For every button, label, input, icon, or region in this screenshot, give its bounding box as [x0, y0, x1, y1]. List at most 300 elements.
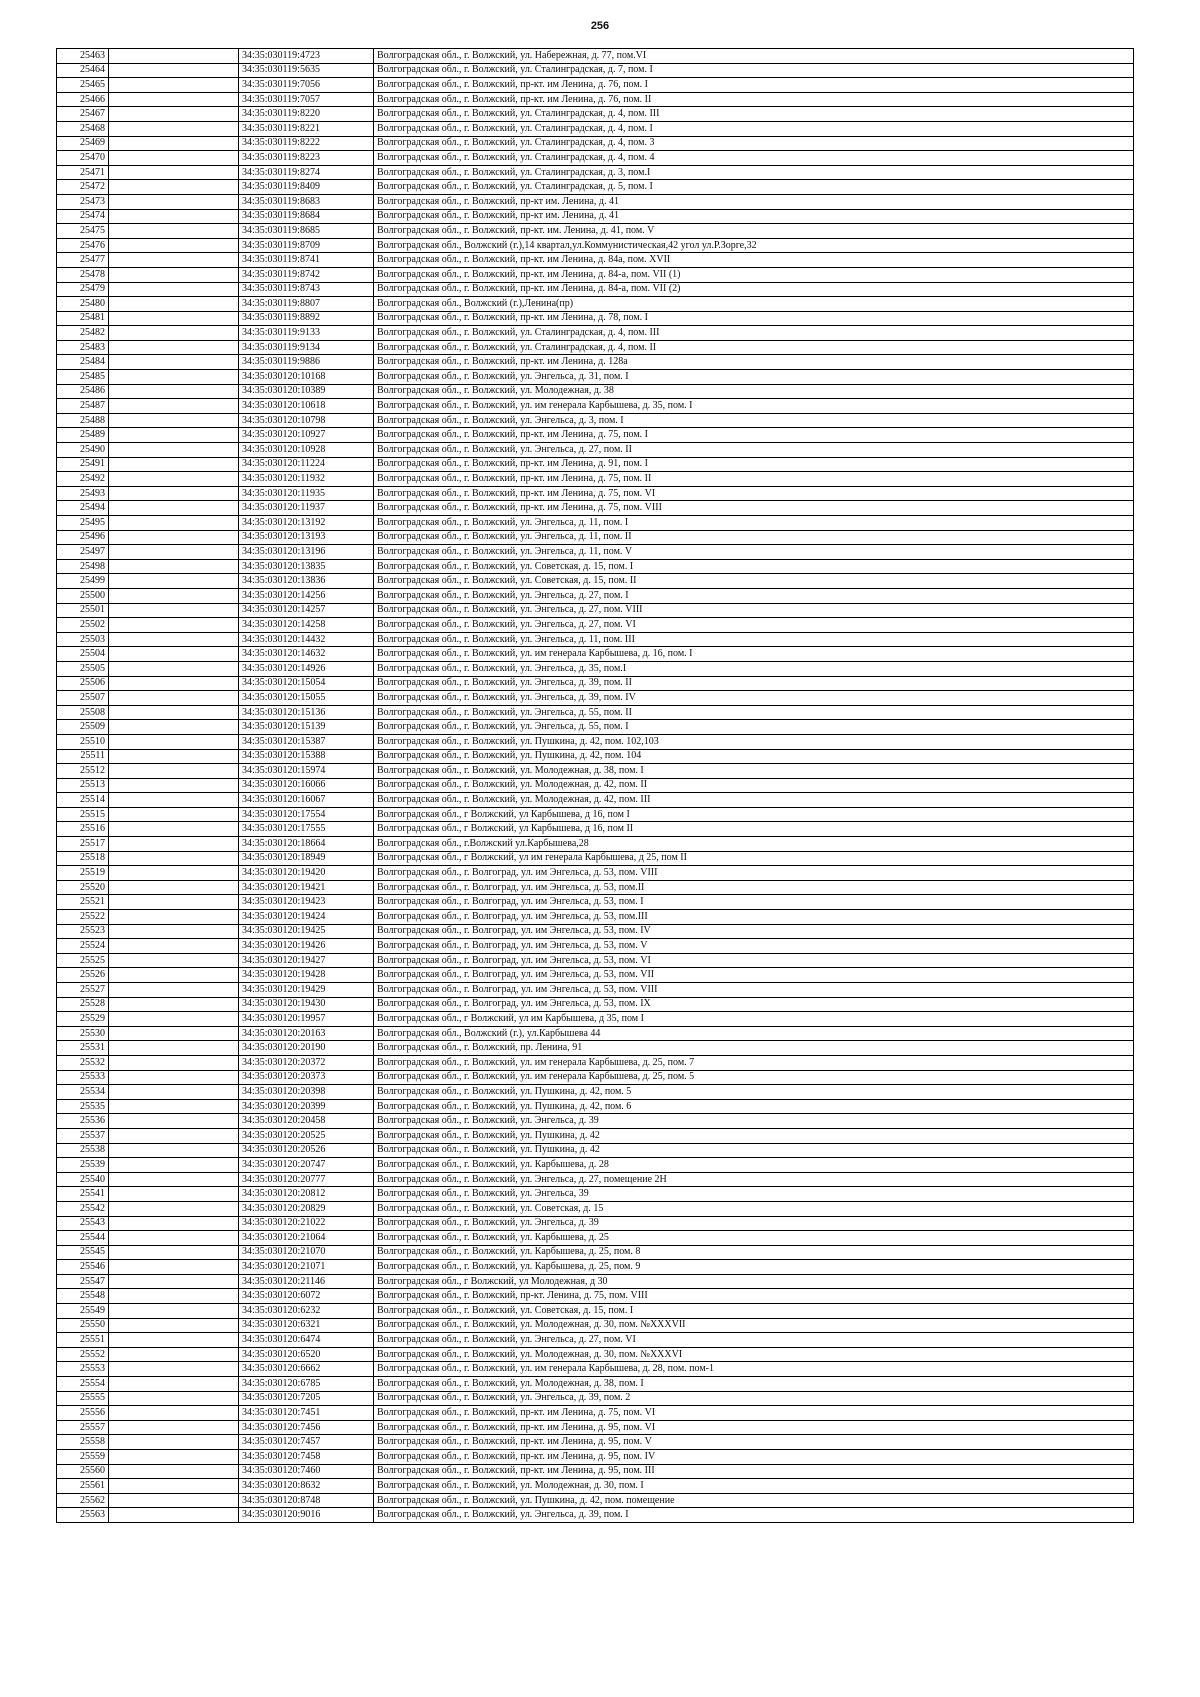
table-row [57, 910, 1134, 925]
table-row [57, 603, 1134, 618]
row-number-cell: 25468 [57, 121, 109, 136]
row-number-cell: 25517 [57, 837, 109, 852]
blank-cell [109, 1128, 239, 1143]
row-number-cell: 25486 [57, 384, 109, 399]
address-cell: Волгоградская обл., г. Волжский, пр-кт. им Ленина, д. 76, пом. II [374, 92, 1134, 107]
cadastral-number-cell: 34:35:030120:11932 [239, 472, 374, 487]
cadastral-number-cell: 34:35:030120:19430 [239, 997, 374, 1012]
blank-cell [109, 1304, 239, 1319]
row-number-cell: 25533 [57, 1070, 109, 1085]
address-cell: Волгоградская обл., г. Волжский, ул. Пушкина, д. 42, пом. 104 [374, 749, 1134, 764]
row-number-cell: 25544 [57, 1231, 109, 1246]
row-number-cell: 25476 [57, 238, 109, 253]
address-cell: Волгоградская обл., г. Волжский, ул. Сталинградская, д. 5, пом. I [374, 180, 1134, 195]
cadastral-number-cell: 34:35:030120:10389 [239, 384, 374, 399]
blank-cell [109, 603, 239, 618]
address-cell: Волгоградская обл., г. Волжский, ул. Карбышева, д. 25, пом. 9 [374, 1260, 1134, 1275]
row-number-cell: 25547 [57, 1274, 109, 1289]
blank-cell [109, 1026, 239, 1041]
row-number-cell: 25523 [57, 924, 109, 939]
cadastral-number-cell: 34:35:030119:8409 [239, 180, 374, 195]
blank-cell [109, 370, 239, 385]
address-cell: Волгоградская обл., г. Волжский, ул. Молодежная, д. 38, пом. I [374, 1377, 1134, 1392]
table-row [57, 1289, 1134, 1304]
table-row [57, 1158, 1134, 1173]
address-cell: Волгоградская обл., г. Волжский, ул. им генерала Карбышева, д. 16, пом. I [374, 647, 1134, 662]
cadastral-number-cell: 34:35:030120:19428 [239, 968, 374, 983]
address-cell: Волгоградская обл., г Волжский, ул Молодежная, д 30 [374, 1274, 1134, 1289]
row-number-cell: 25516 [57, 822, 109, 837]
table-row [57, 1479, 1134, 1494]
row-number-cell: 25507 [57, 691, 109, 706]
row-number-cell: 25487 [57, 399, 109, 414]
row-number-cell: 25542 [57, 1201, 109, 1216]
table-row [57, 151, 1134, 166]
row-number-cell: 25473 [57, 194, 109, 209]
table-row [57, 78, 1134, 93]
table-row [57, 661, 1134, 676]
blank-cell [109, 968, 239, 983]
cadastral-number-cell: 34:35:030120:19957 [239, 1012, 374, 1027]
row-number-cell: 25554 [57, 1377, 109, 1392]
row-number-cell: 25526 [57, 968, 109, 983]
cadastral-number-cell: 34:35:030119:7056 [239, 78, 374, 93]
cadastral-number-cell: 34:35:030120:20458 [239, 1114, 374, 1129]
cadastral-number-cell: 34:35:030119:8221 [239, 121, 374, 136]
address-cell: Волгоградская обл., г. Волжский, пр-кт. им Ленина, д. 128а [374, 355, 1134, 370]
table-row [57, 297, 1134, 312]
row-number-cell: 25538 [57, 1143, 109, 1158]
address-cell: Волгоградская обл., г. Волжский, ул. Энгельса, 39 [374, 1187, 1134, 1202]
address-cell: Волгоградская обл., г. Волжский, ул. Пушкина, д. 42 [374, 1128, 1134, 1143]
table-row [57, 1055, 1134, 1070]
cadastral-number-cell: 34:35:030119:8223 [239, 151, 374, 166]
table-row [57, 1026, 1134, 1041]
address-cell: Волгоградская обл., г. Волжский, ул. Энгельса, д. 39 [374, 1216, 1134, 1231]
cadastral-number-cell: 34:35:030120:14257 [239, 603, 374, 618]
blank-cell [109, 1260, 239, 1275]
cadastral-number-cell: 34:35:030120:6785 [239, 1377, 374, 1392]
cadastral-number-cell: 34:35:030120:11224 [239, 457, 374, 472]
row-number-cell: 25494 [57, 501, 109, 516]
table-row [57, 559, 1134, 574]
table-row [57, 399, 1134, 414]
row-number-cell: 25531 [57, 1041, 109, 1056]
cadastral-number-cell: 34:35:030120:8632 [239, 1479, 374, 1494]
row-number-cell: 25465 [57, 78, 109, 93]
cadastral-number-cell: 34:35:030120:10928 [239, 443, 374, 458]
cadastral-number-cell: 34:35:030120:10618 [239, 399, 374, 414]
table-row [57, 924, 1134, 939]
address-cell: Волгоградская обл., г. Волгоград, ул. им Энгельса, д. 53, пом. V [374, 939, 1134, 954]
cadastral-number-cell: 34:35:030119:8892 [239, 311, 374, 326]
table-row [57, 1274, 1134, 1289]
address-cell: Волгоградская обл., г. Волжский, ул. Молодежная, д. 42, пом. II [374, 778, 1134, 793]
row-number-cell: 25529 [57, 1012, 109, 1027]
address-cell: Волгоградская обл., г. Волгоград, ул. им Энгельса, д. 53, пом. VIII [374, 866, 1134, 881]
blank-cell [109, 545, 239, 560]
cadastral-number-cell: 34:35:030120:20398 [239, 1085, 374, 1100]
cadastral-number-cell: 34:35:030120:13196 [239, 545, 374, 560]
address-cell: Волгоградская обл., г. Волжский, пр-кт. им Ленина, д. 84а, пом. XVII [374, 253, 1134, 268]
blank-cell [109, 355, 239, 370]
address-cell: Волгоградская обл., г. Волжский, пр-кт. им Ленина, д. 75, пом. VI [374, 486, 1134, 501]
table-row [57, 1435, 1134, 1450]
address-cell: Волгоградская обл., г. Волжский, ул. Энгельса, д. 39, пом. IV [374, 691, 1134, 706]
table-row [57, 749, 1134, 764]
row-number-cell: 25508 [57, 705, 109, 720]
cadastral-number-cell: 34:35:030120:6232 [239, 1304, 374, 1319]
table-row [57, 866, 1134, 881]
row-number-cell: 25464 [57, 63, 109, 78]
table-row [57, 165, 1134, 180]
cadastral-number-cell: 34:35:030120:15387 [239, 734, 374, 749]
table-row [57, 384, 1134, 399]
row-number-cell: 25528 [57, 997, 109, 1012]
address-cell: Волгоградская обл., г. Волжский, пр-кт. им Ленина, д. 75, пом. VIII [374, 501, 1134, 516]
blank-cell [109, 1055, 239, 1070]
cadastral-number-cell: 34:35:030120:19424 [239, 910, 374, 925]
blank-cell [109, 1172, 239, 1187]
address-cell: Волгоградская обл., г. Волжский, ул. Энгельса, д. 39 [374, 1114, 1134, 1129]
blank-cell [109, 1347, 239, 1362]
cadastral-number-cell: 34:35:030120:20373 [239, 1070, 374, 1085]
blank-cell [109, 983, 239, 998]
address-cell: Волгоградская обл., г. Волжский, ул. Сталинградская, д. 7, пом. I [374, 63, 1134, 78]
blank-cell [109, 1391, 239, 1406]
table-row [57, 1201, 1134, 1216]
blank-cell [109, 282, 239, 297]
blank-cell [109, 1231, 239, 1246]
table-row [57, 340, 1134, 355]
cadastral-number-cell: 34:35:030120:20525 [239, 1128, 374, 1143]
blank-cell [109, 676, 239, 691]
cadastral-number-cell: 34:35:030120:16066 [239, 778, 374, 793]
table-row [57, 486, 1134, 501]
blank-cell [109, 326, 239, 341]
table-row [57, 997, 1134, 1012]
blank-cell [109, 705, 239, 720]
row-number-cell: 25480 [57, 297, 109, 312]
table-row [57, 530, 1134, 545]
address-cell: Волгоградская обл., г. Волжский, ул. Сталинградская, д. 4, пом. 3 [374, 136, 1134, 151]
blank-cell [109, 632, 239, 647]
blank-cell [109, 1289, 239, 1304]
table-row [57, 764, 1134, 779]
table-row [57, 209, 1134, 224]
table-row [57, 1070, 1134, 1085]
registry-body [57, 49, 1134, 1523]
table-row [57, 1493, 1134, 1508]
table-row [57, 457, 1134, 472]
cadastral-number-cell: 34:35:030120:14256 [239, 588, 374, 603]
table-row [57, 968, 1134, 983]
cadastral-number-cell: 34:35:030120:20777 [239, 1172, 374, 1187]
table-row [57, 194, 1134, 209]
blank-cell [109, 588, 239, 603]
address-cell: Волгоградская обл., г. Волжский, ул. Сталинградская, д. 4, пом. 4 [374, 151, 1134, 166]
row-number-cell: 25563 [57, 1508, 109, 1523]
blank-cell [109, 107, 239, 122]
table-row [57, 895, 1134, 910]
address-cell: Волгоградская обл., Волжский (г.), ул.Карбышева 44 [374, 1026, 1134, 1041]
table-row [57, 1450, 1134, 1465]
row-number-cell: 25490 [57, 443, 109, 458]
table-row [57, 253, 1134, 268]
table-row [57, 1464, 1134, 1479]
address-cell: Волгоградская обл., г. Волжский, ул. Карбышева, д. 25, пом. 8 [374, 1245, 1134, 1260]
row-number-cell: 25548 [57, 1289, 109, 1304]
table-row [57, 1172, 1134, 1187]
row-number-cell: 25477 [57, 253, 109, 268]
address-cell: Волгоградская обл., г. Волжский, пр-кт. им Ленина, д. 95, пом. IV [374, 1450, 1134, 1465]
address-cell: Волгоградская обл., г. Волжский, ул. Набережная, д. 77, пом.VI [374, 49, 1134, 64]
blank-cell [109, 1274, 239, 1289]
address-cell: Волгоградская обл., г. Волжский, ул. Пушкина, д. 42, пом. 102,103 [374, 734, 1134, 749]
cadastral-number-cell: 34:35:030120:7457 [239, 1435, 374, 1450]
blank-cell [109, 180, 239, 195]
blank-cell [109, 749, 239, 764]
row-number-cell: 25535 [57, 1099, 109, 1114]
cadastral-number-cell: 34:35:030120:19423 [239, 895, 374, 910]
row-number-cell: 25558 [57, 1435, 109, 1450]
table-row [57, 63, 1134, 78]
blank-cell [109, 443, 239, 458]
row-number-cell: 25495 [57, 516, 109, 531]
row-number-cell: 25492 [57, 472, 109, 487]
row-number-cell: 25502 [57, 618, 109, 633]
blank-cell [109, 866, 239, 881]
address-cell: Волгоградская обл., г. Волгоград, ул. им Энгельса, д. 53, пом. VII [374, 968, 1134, 983]
cadastral-number-cell: 34:35:030120:13835 [239, 559, 374, 574]
cadastral-number-cell: 34:35:030120:15388 [239, 749, 374, 764]
blank-cell [109, 1041, 239, 1056]
address-cell: Волгоградская обл., г. Волжский, ул. Энгельса, д. 3, пом. I [374, 413, 1134, 428]
row-number-cell: 25561 [57, 1479, 109, 1494]
cadastral-number-cell: 34:35:030120:13836 [239, 574, 374, 589]
table-row [57, 588, 1134, 603]
row-number-cell: 25518 [57, 851, 109, 866]
property-registry-table [56, 48, 1134, 1523]
table-row [57, 953, 1134, 968]
cadastral-number-cell: 34:35:030120:7456 [239, 1420, 374, 1435]
blank-cell [109, 1377, 239, 1392]
blank-cell [109, 822, 239, 837]
blank-cell [109, 559, 239, 574]
row-number-cell: 25540 [57, 1172, 109, 1187]
blank-cell [109, 1070, 239, 1085]
row-number-cell: 25501 [57, 603, 109, 618]
row-number-cell: 25469 [57, 136, 109, 151]
address-cell: Волгоградская обл., Волжский (г.),14 квартал,ул.Коммунистическая,42 угол ул.Р.Зорге,32 [374, 238, 1134, 253]
address-cell: Волгоградская обл., г. Волжский, пр. Ленина, 91 [374, 1041, 1134, 1056]
row-number-cell: 25515 [57, 807, 109, 822]
address-cell: Волгоградская обл., г. Волжский, ул. Энгельса, д. 27, пом. I [374, 588, 1134, 603]
cadastral-number-cell: 34:35:030120:20190 [239, 1041, 374, 1056]
cadastral-number-cell: 34:35:030119:8685 [239, 224, 374, 239]
blank-cell [109, 1508, 239, 1523]
address-cell: Волгоградская обл., г. Волжский, ул. Энгельса, д. 31, пом. I [374, 370, 1134, 385]
cadastral-number-cell: 34:35:030120:13193 [239, 530, 374, 545]
cadastral-number-cell: 34:35:030119:9133 [239, 326, 374, 341]
address-cell: Волгоградская обл., г. Волгоград, ул. им Энгельса, д. 53, пом. I [374, 895, 1134, 910]
address-cell: Волгоградская обл., г. Волжский, ул. Молодежная, д. 30, пом. I [374, 1479, 1134, 1494]
blank-cell [109, 136, 239, 151]
blank-cell [109, 49, 239, 64]
cadastral-number-cell: 34:35:030120:19421 [239, 880, 374, 895]
address-cell: Волгоградская обл., г. Волжский, пр-кт. им Ленина, д. 84-а, пом. VII (2) [374, 282, 1134, 297]
table-row [57, 180, 1134, 195]
table-row [57, 1318, 1134, 1333]
row-number-cell: 25500 [57, 588, 109, 603]
blank-cell [109, 778, 239, 793]
address-cell: Волгоградская обл., г. Волжский, ул. Советская, д. 15, пом. II [374, 574, 1134, 589]
blank-cell [109, 618, 239, 633]
cadastral-number-cell: 34:35:030120:21070 [239, 1245, 374, 1260]
cadastral-number-cell: 34:35:030120:19427 [239, 953, 374, 968]
blank-cell [109, 399, 239, 414]
row-number-cell: 25491 [57, 457, 109, 472]
row-number-cell: 25496 [57, 530, 109, 545]
address-cell: Волгоградская обл., г. Волжский, пр-кт им. Ленина, д. 41 [374, 194, 1134, 209]
row-number-cell: 25498 [57, 559, 109, 574]
cadastral-number-cell: 34:35:030119:4723 [239, 49, 374, 64]
cadastral-number-cell: 34:35:030120:14926 [239, 661, 374, 676]
table-row [57, 880, 1134, 895]
blank-cell [109, 851, 239, 866]
row-number-cell: 25475 [57, 224, 109, 239]
table-row [57, 238, 1134, 253]
blank-cell [109, 530, 239, 545]
row-number-cell: 25463 [57, 49, 109, 64]
address-cell: Волгоградская обл., г. Волжский, ул. им генерала Карбышева, д. 25, пом. 7 [374, 1055, 1134, 1070]
address-cell: Волгоградская обл., г.Волжский ул.Карбышева,28 [374, 837, 1134, 852]
cadastral-number-cell: 34:35:030120:20372 [239, 1055, 374, 1070]
row-number-cell: 25478 [57, 267, 109, 282]
row-number-cell: 25505 [57, 661, 109, 676]
cadastral-number-cell: 34:35:030119:8220 [239, 107, 374, 122]
table-row [57, 1304, 1134, 1319]
address-cell: Волгоградская обл., г. Волжский, ул. Энгельса, д. 55, пом. I [374, 720, 1134, 735]
cadastral-number-cell: 34:35:030120:19425 [239, 924, 374, 939]
blank-cell [109, 1216, 239, 1231]
cadastral-number-cell: 34:35:030119:8743 [239, 282, 374, 297]
address-cell: Волгоградская обл., г. Волжский, ул. Молодежная, д. 38 [374, 384, 1134, 399]
blank-cell [109, 1362, 239, 1377]
address-cell: Волгоградская обл., г. Волжский, пр-кт. им Ленина, д. 95, пом. III [374, 1464, 1134, 1479]
cadastral-number-cell: 34:35:030120:14432 [239, 632, 374, 647]
row-number-cell: 25537 [57, 1128, 109, 1143]
blank-cell [109, 1450, 239, 1465]
address-cell: Волгоградская обл., г. Волжский, ул. Энгельса, д. 11, пом. I [374, 516, 1134, 531]
blank-cell [109, 661, 239, 676]
cadastral-number-cell: 34:35:030119:8742 [239, 267, 374, 282]
table-row [57, 355, 1134, 370]
blank-cell [109, 253, 239, 268]
table-row [57, 136, 1134, 151]
table-row [57, 676, 1134, 691]
address-cell: Волгоградская обл., г. Волжский, пр-кт им. Ленина, д. 41 [374, 209, 1134, 224]
blank-cell [109, 413, 239, 428]
address-cell: Волгоградская обл., г. Волжский, ул. Пушкина, д. 42, пом. 5 [374, 1085, 1134, 1100]
table-row [57, 734, 1134, 749]
blank-cell [109, 1464, 239, 1479]
row-number-cell: 25552 [57, 1347, 109, 1362]
cadastral-number-cell: 34:35:030120:10798 [239, 413, 374, 428]
blank-cell [109, 267, 239, 282]
address-cell: Волгоградская обл., г. Волжский, ул. Карбышева, д. 25 [374, 1231, 1134, 1246]
blank-cell [109, 1085, 239, 1100]
cadastral-number-cell: 34:35:030120:17554 [239, 807, 374, 822]
address-cell: Волгоградская обл., г. Волжский, ул. Советская, д. 15, пом. I [374, 1304, 1134, 1319]
cadastral-number-cell: 34:35:030120:15054 [239, 676, 374, 691]
cadastral-number-cell: 34:35:030120:14632 [239, 647, 374, 662]
row-number-cell: 25481 [57, 311, 109, 326]
blank-cell [109, 647, 239, 662]
table-row [57, 516, 1134, 531]
blank-cell [109, 121, 239, 136]
blank-cell [109, 1158, 239, 1173]
blank-cell [109, 92, 239, 107]
blank-cell [109, 939, 239, 954]
address-cell: Волгоградская обл., г. Волжский, пр-кт. им Ленина, д. 95, пом. V [374, 1435, 1134, 1450]
row-number-cell: 25471 [57, 165, 109, 180]
table-row [57, 1114, 1134, 1129]
cadastral-number-cell: 34:35:030120:17555 [239, 822, 374, 837]
cadastral-number-cell: 34:35:030119:8709 [239, 238, 374, 253]
row-number-cell: 25532 [57, 1055, 109, 1070]
row-number-cell: 25553 [57, 1362, 109, 1377]
cadastral-number-cell: 34:35:030120:11935 [239, 486, 374, 501]
table-row [57, 647, 1134, 662]
table-row [57, 983, 1134, 998]
cadastral-number-cell: 34:35:030120:10927 [239, 428, 374, 443]
blank-cell [109, 1333, 239, 1348]
address-cell: Волгоградская обл., г. Волжский, ул. Пушкина, д. 42, пом. помещение [374, 1493, 1134, 1508]
blank-cell [109, 486, 239, 501]
row-number-cell: 25483 [57, 340, 109, 355]
table-row [57, 1012, 1134, 1027]
row-number-cell: 25549 [57, 1304, 109, 1319]
blank-cell [109, 501, 239, 516]
row-number-cell: 25562 [57, 1493, 109, 1508]
address-cell: Волгоградская обл., г. Волжский, ул. Энгельса, д. 27, пом. VI [374, 1333, 1134, 1348]
table-row [57, 501, 1134, 516]
cadastral-number-cell: 34:35:030119:5635 [239, 63, 374, 78]
table-row [57, 1187, 1134, 1202]
address-cell: Волгоградская обл., г. Волжский, пр-кт. им Ленина, д. 75, пом. II [374, 472, 1134, 487]
row-number-cell: 25506 [57, 676, 109, 691]
cadastral-number-cell: 34:35:030120:15139 [239, 720, 374, 735]
row-number-cell: 25504 [57, 647, 109, 662]
table-row [57, 224, 1134, 239]
row-number-cell: 25539 [57, 1158, 109, 1173]
table-row [57, 939, 1134, 954]
blank-cell [109, 793, 239, 808]
address-cell: Волгоградская обл., Волжский (г.),Ленина(пр) [374, 297, 1134, 312]
row-number-cell: 25520 [57, 880, 109, 895]
blank-cell [109, 1493, 239, 1508]
cadastral-number-cell: 34:35:030120:7451 [239, 1406, 374, 1421]
cadastral-number-cell: 34:35:030120:18664 [239, 837, 374, 852]
row-number-cell: 25550 [57, 1318, 109, 1333]
address-cell: Волгоградская обл., г. Волжский, ул. Энгельса, д. 39, пом. 2 [374, 1391, 1134, 1406]
cadastral-number-cell: 34:35:030120:6474 [239, 1333, 374, 1348]
table-row [57, 472, 1134, 487]
cadastral-number-cell: 34:35:030119:8683 [239, 194, 374, 209]
address-cell: Волгоградская обл., г. Волжский, ул. Советская, д. 15, пом. I [374, 559, 1134, 574]
blank-cell [109, 924, 239, 939]
